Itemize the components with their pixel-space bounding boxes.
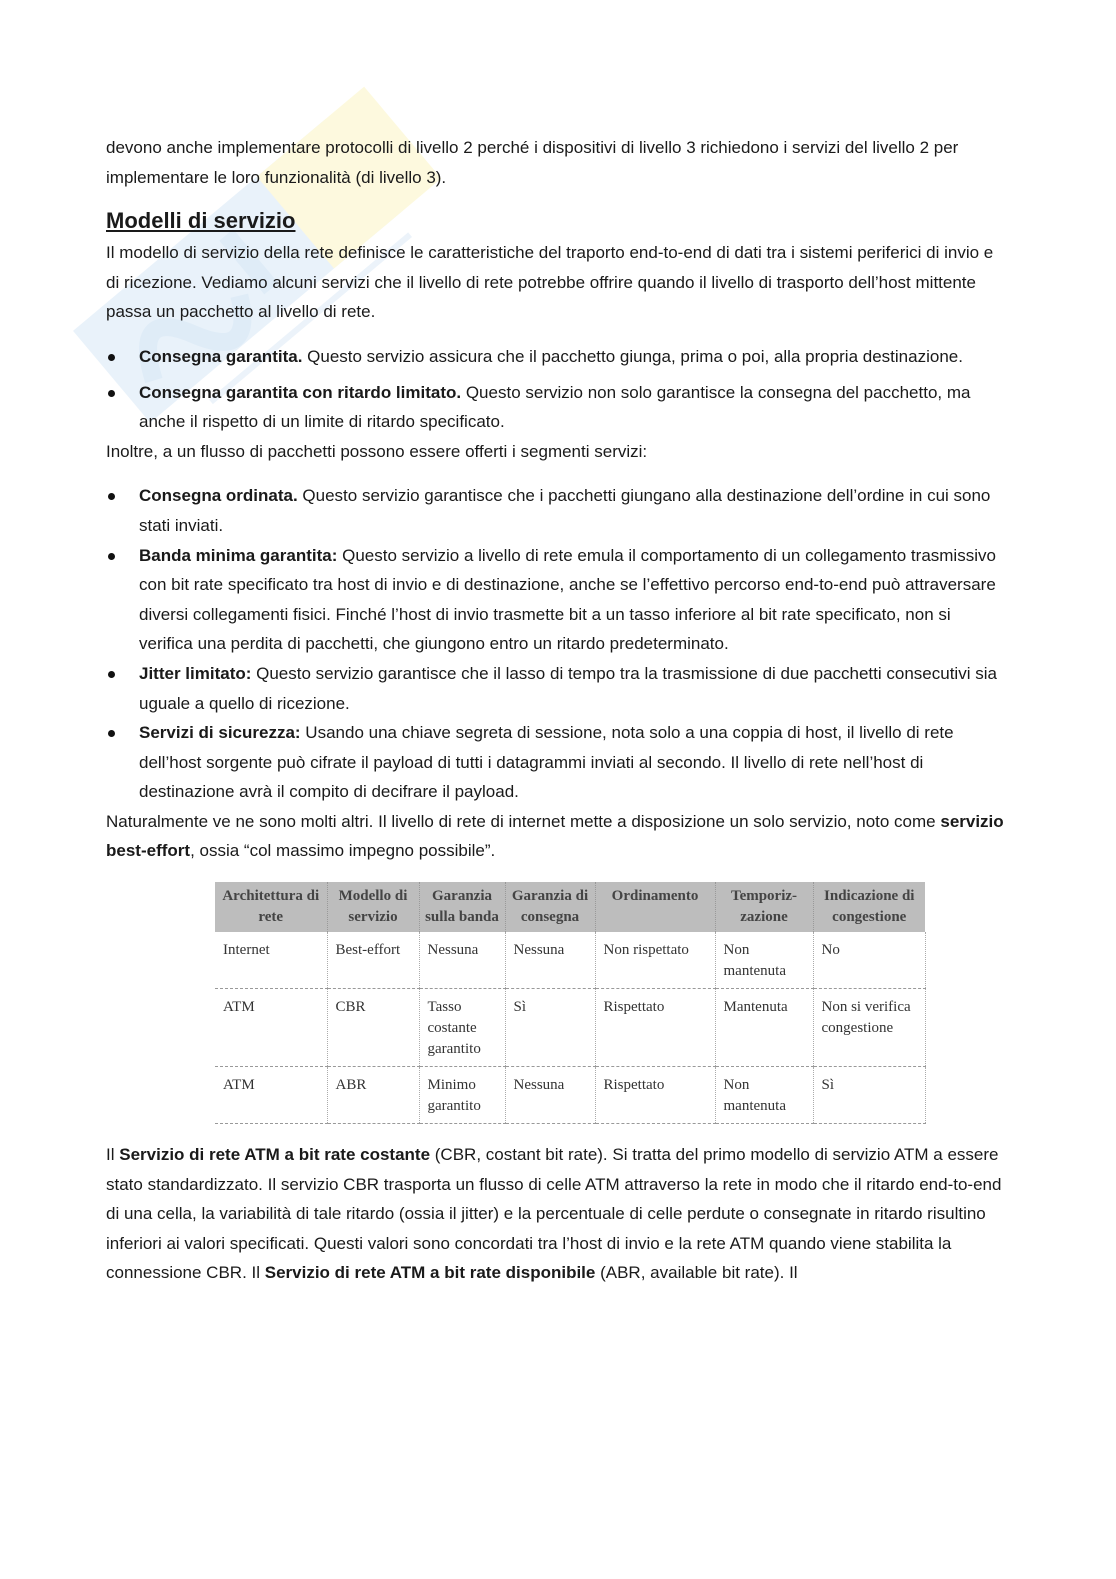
text: (ABR, available bit rate). Il <box>595 1263 798 1283</box>
table-cell: Non si verifica congestione <box>813 989 925 1067</box>
table-cell: Non mantenuta <box>715 932 813 989</box>
list-item <box>106 718 1006 807</box>
table-cell: Nessuna <box>505 932 595 989</box>
paragraph-text: Inoltre, a un flusso di pacchetti possono essere offerti i segmenti servizi: <box>106 441 648 461</box>
table-header: Garanzia di consegna <box>505 882 595 932</box>
table-cell: Non rispettato <box>595 932 715 989</box>
list-item <box>106 378 1006 437</box>
bullet-icon <box>108 354 115 361</box>
list-text: Questo servizio a livello di rete emula il comportamento di un collegamento trasmissivo con bit rate specificato tra host di invio e di destinazione, anche se l’effettivo percorso end-to-end può attraversare diversi collegamenti fisici. Finché l’host di invio trasmette bit a un tasso inferiore al bit rate specificato, non si verifica una perdita di pacchetti, che giungono entro un ritardo predeterminato. <box>139 545 996 654</box>
bullet-icon <box>108 390 115 397</box>
table-cell: ATM <box>215 1067 327 1124</box>
bullet-list-2 <box>106 481 1006 807</box>
bullet-list-1 <box>106 342 1006 437</box>
bold-text: servizio best-effort <box>106 811 1004 861</box>
intro-text: devono anche implementare protocolli di livello 2 perché i dispositivi di livello 3 richiedono i servizi del livello 2 per implementare le loro funzionalità (di livello 3). <box>106 138 959 187</box>
table-cell: Nessuna <box>505 1067 595 1124</box>
list-term: Jitter limitato: <box>139 663 252 683</box>
table-cell: Non mantenuta <box>715 1067 813 1124</box>
table-header: Indicazione di congestione <box>813 882 925 932</box>
table-cell: No <box>813 932 925 989</box>
table-header: Ordinamento <box>595 882 715 932</box>
section-heading: Modelli di servizio <box>106 208 296 234</box>
table-cell: Sì <box>505 989 595 1067</box>
table-cell: Rispettato <box>595 989 715 1067</box>
list-term: Consegna garantita con ritardo limitato. <box>139 382 462 402</box>
table-header-row <box>215 882 925 932</box>
list-item <box>106 481 1006 540</box>
bullet-icon <box>108 671 115 678</box>
table-cell: Rispettato <box>595 1067 715 1124</box>
paragraph <box>106 807 1006 866</box>
list-term: Consegna garantita. <box>139 346 303 366</box>
table-cell: Mantenuta <box>715 989 813 1067</box>
table-header: Temporiz-zazione <box>715 882 813 932</box>
paragraph <box>106 1140 1006 1288</box>
list-text: Usando una chiave segreta di sessione, nota solo a una coppia di host, il livello di rete dell’host sorgente può cifrate il payload di tutti i datagrammi inviati al secondo. Il livello di rete nell’host di destinazione avrà il compito di decifrare il payload. <box>139 723 954 802</box>
bullet-icon <box>108 730 115 737</box>
table-cell: CBR <box>327 989 419 1067</box>
list-term: Consegna ordinata. <box>139 486 298 506</box>
list-term: Servizi di sicurezza: <box>139 723 301 743</box>
table-cell: Minimo garantito <box>419 1067 505 1124</box>
paragraph: Il modello di servizio della rete definisce le caratteristiche del traporto end-to-end di dati tra i sistemi periferici di invio e di ricezione. Vediamo alcuni servizi che il livello di rete potrebbe offrire quando il livello di trasporto dell’host mittente passa un pacchetto al livello di rete. <box>106 243 994 322</box>
bullet-icon <box>108 493 115 500</box>
list-text: Questo servizio garantisce che il lasso di tempo tra la trasmissione di due pacchetti consecutivi sia uguale a quello di ricezione. <box>139 663 997 713</box>
list-item <box>106 541 1006 659</box>
bullet-icon <box>108 553 115 560</box>
table-cell: ATM <box>215 989 327 1067</box>
table-row <box>215 932 925 989</box>
text: (CBR, costant bit rate). Si tratta del primo modello di servizio ATM a essere stato standardizzato. Il servizio CBR trasporta un flusso di celle ATM attraverso la rete in modo che il ritardo end-to-end di una cella, la variabilità di tale ritardo (ossia il jitter) e la percentuale di celle perdute o consegnate in ritardo risultino inferiori ai valori specificati. Questi valori sono concordati tra l’host di invio e la rete ATM quando viene stabilita la connessione CBR. Il <box>106 1145 1002 1283</box>
list-item <box>106 342 1006 372</box>
table-cell: Tasso costante garantito <box>419 989 505 1067</box>
list-text: Questo servizio non solo garantisce la consegna del pacchetto, ma anche il rispetto di un limite di ritardo specificato. <box>139 382 971 432</box>
list-text: Questo servizio assicura che il pacchetto giunga, prima o poi, alla propria destinazione. <box>302 346 963 366</box>
list-term: Banda minima garantita: <box>139 545 338 565</box>
table-header: Modello di servizio <box>327 882 419 932</box>
bold-text: Servizio di rete ATM a bit rate costante <box>119 1145 431 1165</box>
table-cell: Sì <box>813 1067 925 1124</box>
bold-text: Servizio di rete ATM a bit rate disponibile <box>264 1263 596 1283</box>
table-header: Garanzia sulla banda <box>419 882 505 932</box>
list-text: Questo servizio garantisce che i pacchetti giungano alla destinazione dell’ordine in cui sono stati inviati. <box>139 486 991 535</box>
table-cell: Internet <box>215 932 327 989</box>
service-models-table <box>215 882 926 1124</box>
table-row <box>215 1067 925 1124</box>
table-header: Architettura di rete <box>215 882 327 932</box>
text: Naturalmente ve ne sono molti altri. Il livello di rete di internet mette a disposizione un solo servizio, noto come <box>106 811 941 831</box>
list-item <box>106 659 1006 718</box>
table-cell: Nessuna <box>419 932 505 989</box>
text: , ossia “col massimo impegno possibile”. <box>190 841 496 861</box>
table-row <box>215 989 925 1067</box>
table-cell: Best-effort <box>327 932 419 989</box>
text: Il <box>106 1145 120 1165</box>
table-cell: ABR <box>327 1067 419 1124</box>
